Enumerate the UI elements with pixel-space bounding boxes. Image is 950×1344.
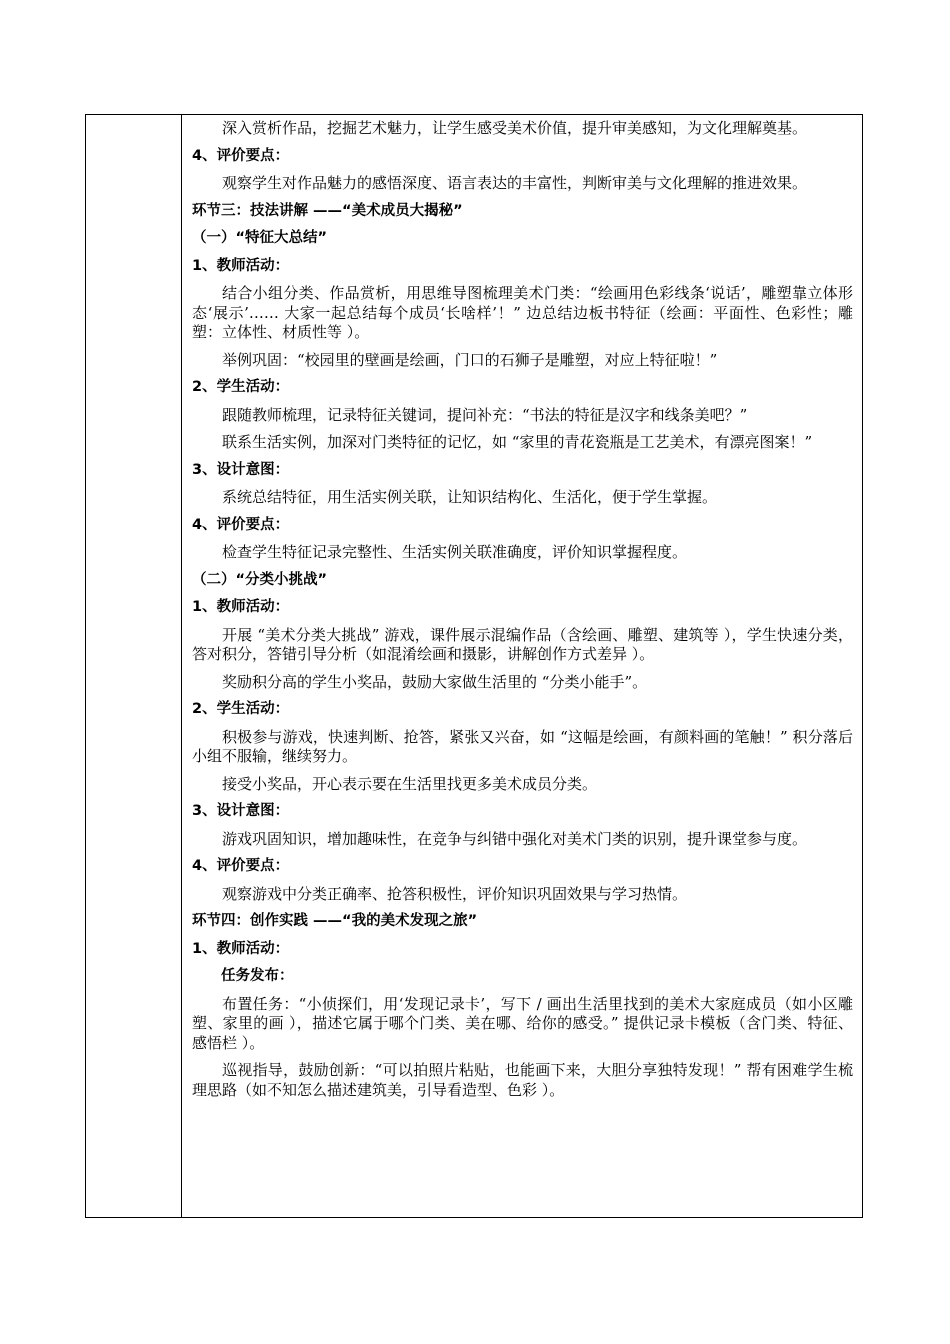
paragraph: 奖励积分高的学生小奖品，鼓励大家做生活里的 “分类小能手”。 <box>222 672 648 691</box>
paragraph: 系统总结特征，用生活实例关联，让知识结构化、生活化，便于学生掌握。 <box>222 488 718 506</box>
section-heading: 3、设计意图： <box>192 461 290 478</box>
paragraph: 观察游戏中分类正确率、抢答积极性，评价知识巩固效果与学习热情。 <box>222 884 688 903</box>
paragraph: 检查学生特征记录完整性、生活实例关联准确度，评价知识掌握程度。 <box>222 543 688 561</box>
paragraph: 联系生活实例，加深对门类特征的记忆，如 “家里的青花瓷瓶是工艺美术，有漂亮图案！” <box>222 433 813 451</box>
section-heading: （二）“分类小挑战” <box>192 571 328 588</box>
section-heading: 4、评价要点： <box>192 147 290 164</box>
paragraph: 积极参与游戏，快速判断、抢答，紧张又兴奋，如 “这幅是绘画，有颜料画的笔触！” 积分落后小组不服输，继续努力。 <box>192 727 853 765</box>
paragraph: 观察学生对作品魅力的感悟深度、语言表达的丰富性，判断审美与文化理解的推进效果。 <box>222 174 808 192</box>
paragraph: 举例巩固：“校园里的壁画是绘画，门口的石狮子是雕塑，对应上特征啦！” <box>222 350 718 369</box>
section-heading: （一）“特征大总结” <box>192 230 328 246</box>
table-content-cell <box>182 115 862 1217</box>
section-heading: 1、教师活动： <box>192 599 290 615</box>
paragraph: 开展 “美术分类大挑战” 游戏，课件展示混编作品（含绘画、雕塑、建筑等 ），学生快速分类，答对积分，答错引导分析（如混淆绘画和摄影，讲解创作方式差异 ）。 <box>192 625 853 663</box>
lesson-table <box>85 114 863 1218</box>
paragraph: 巡视指导，鼓励创新：“可以拍照片粘贴，也能画下来，大胆分享独特发现！” 帮有困难学生梳理思路（如不知怎么描述建筑美，引导看造型、色彩 ）。 <box>192 1061 853 1099</box>
paragraph: 布置任务：“小侦探们，用‘发现记录卡’，写下 / 画出生活里找到的美术大家庭成员（如小区雕塑、家里的画 ），描述它属于哪个门类、美在哪、给你的感受。” 提供记录卡模板（含门类、特征、感悟栏 ）。 <box>192 994 853 1052</box>
section-heading: 2、学生活动： <box>192 701 290 717</box>
section-heading: 3、设计意图： <box>192 803 290 819</box>
section-heading: 4、评价要点： <box>192 516 290 533</box>
section-heading: 1、教师活动： <box>192 257 290 274</box>
table-left-column <box>86 115 182 1217</box>
section-heading: 环节三：技法讲解 ——“美术成员大揭秘” <box>192 202 463 219</box>
paragraph: 深入赏析作品，挖掘艺术魅力，让学生感受美术价值，提升审美感知，为文化理解奠基。 <box>222 119 808 137</box>
section-heading: 4、评价要点： <box>192 858 290 874</box>
paragraph: 接受小奖品，开心表示要在生活里找更多美术成员分类。 <box>222 774 598 793</box>
section-heading: 1、教师活动： <box>192 940 290 957</box>
section-heading: 环节四：创作实践 ——“我的美术发现之旅” <box>192 913 478 929</box>
paragraph: 结合小组分类、作品赏析，用思维导图梳理美术门类：“绘画用色彩线条‘说话’，雕塑靠立体形态‘展示’…… 大家一起总结每个成员‘长啥样’！” 边总结边板书特征（绘画：平面性、色彩性；雕塑：立体性、材质性等 ）。 <box>192 284 853 341</box>
subheading: 任务发布： <box>221 968 294 984</box>
paragraph: 游戏巩固知识，增加趣味性，在竞争与纠错中强化对美术门类的识别，提升课堂参与度。 <box>222 829 808 848</box>
paragraph: 跟随教师梳理，记录特征关键词，提问补充：“书法的特征是汉字和线条美吧？” <box>222 405 748 424</box>
section-heading: 2、学生活动： <box>192 379 290 395</box>
